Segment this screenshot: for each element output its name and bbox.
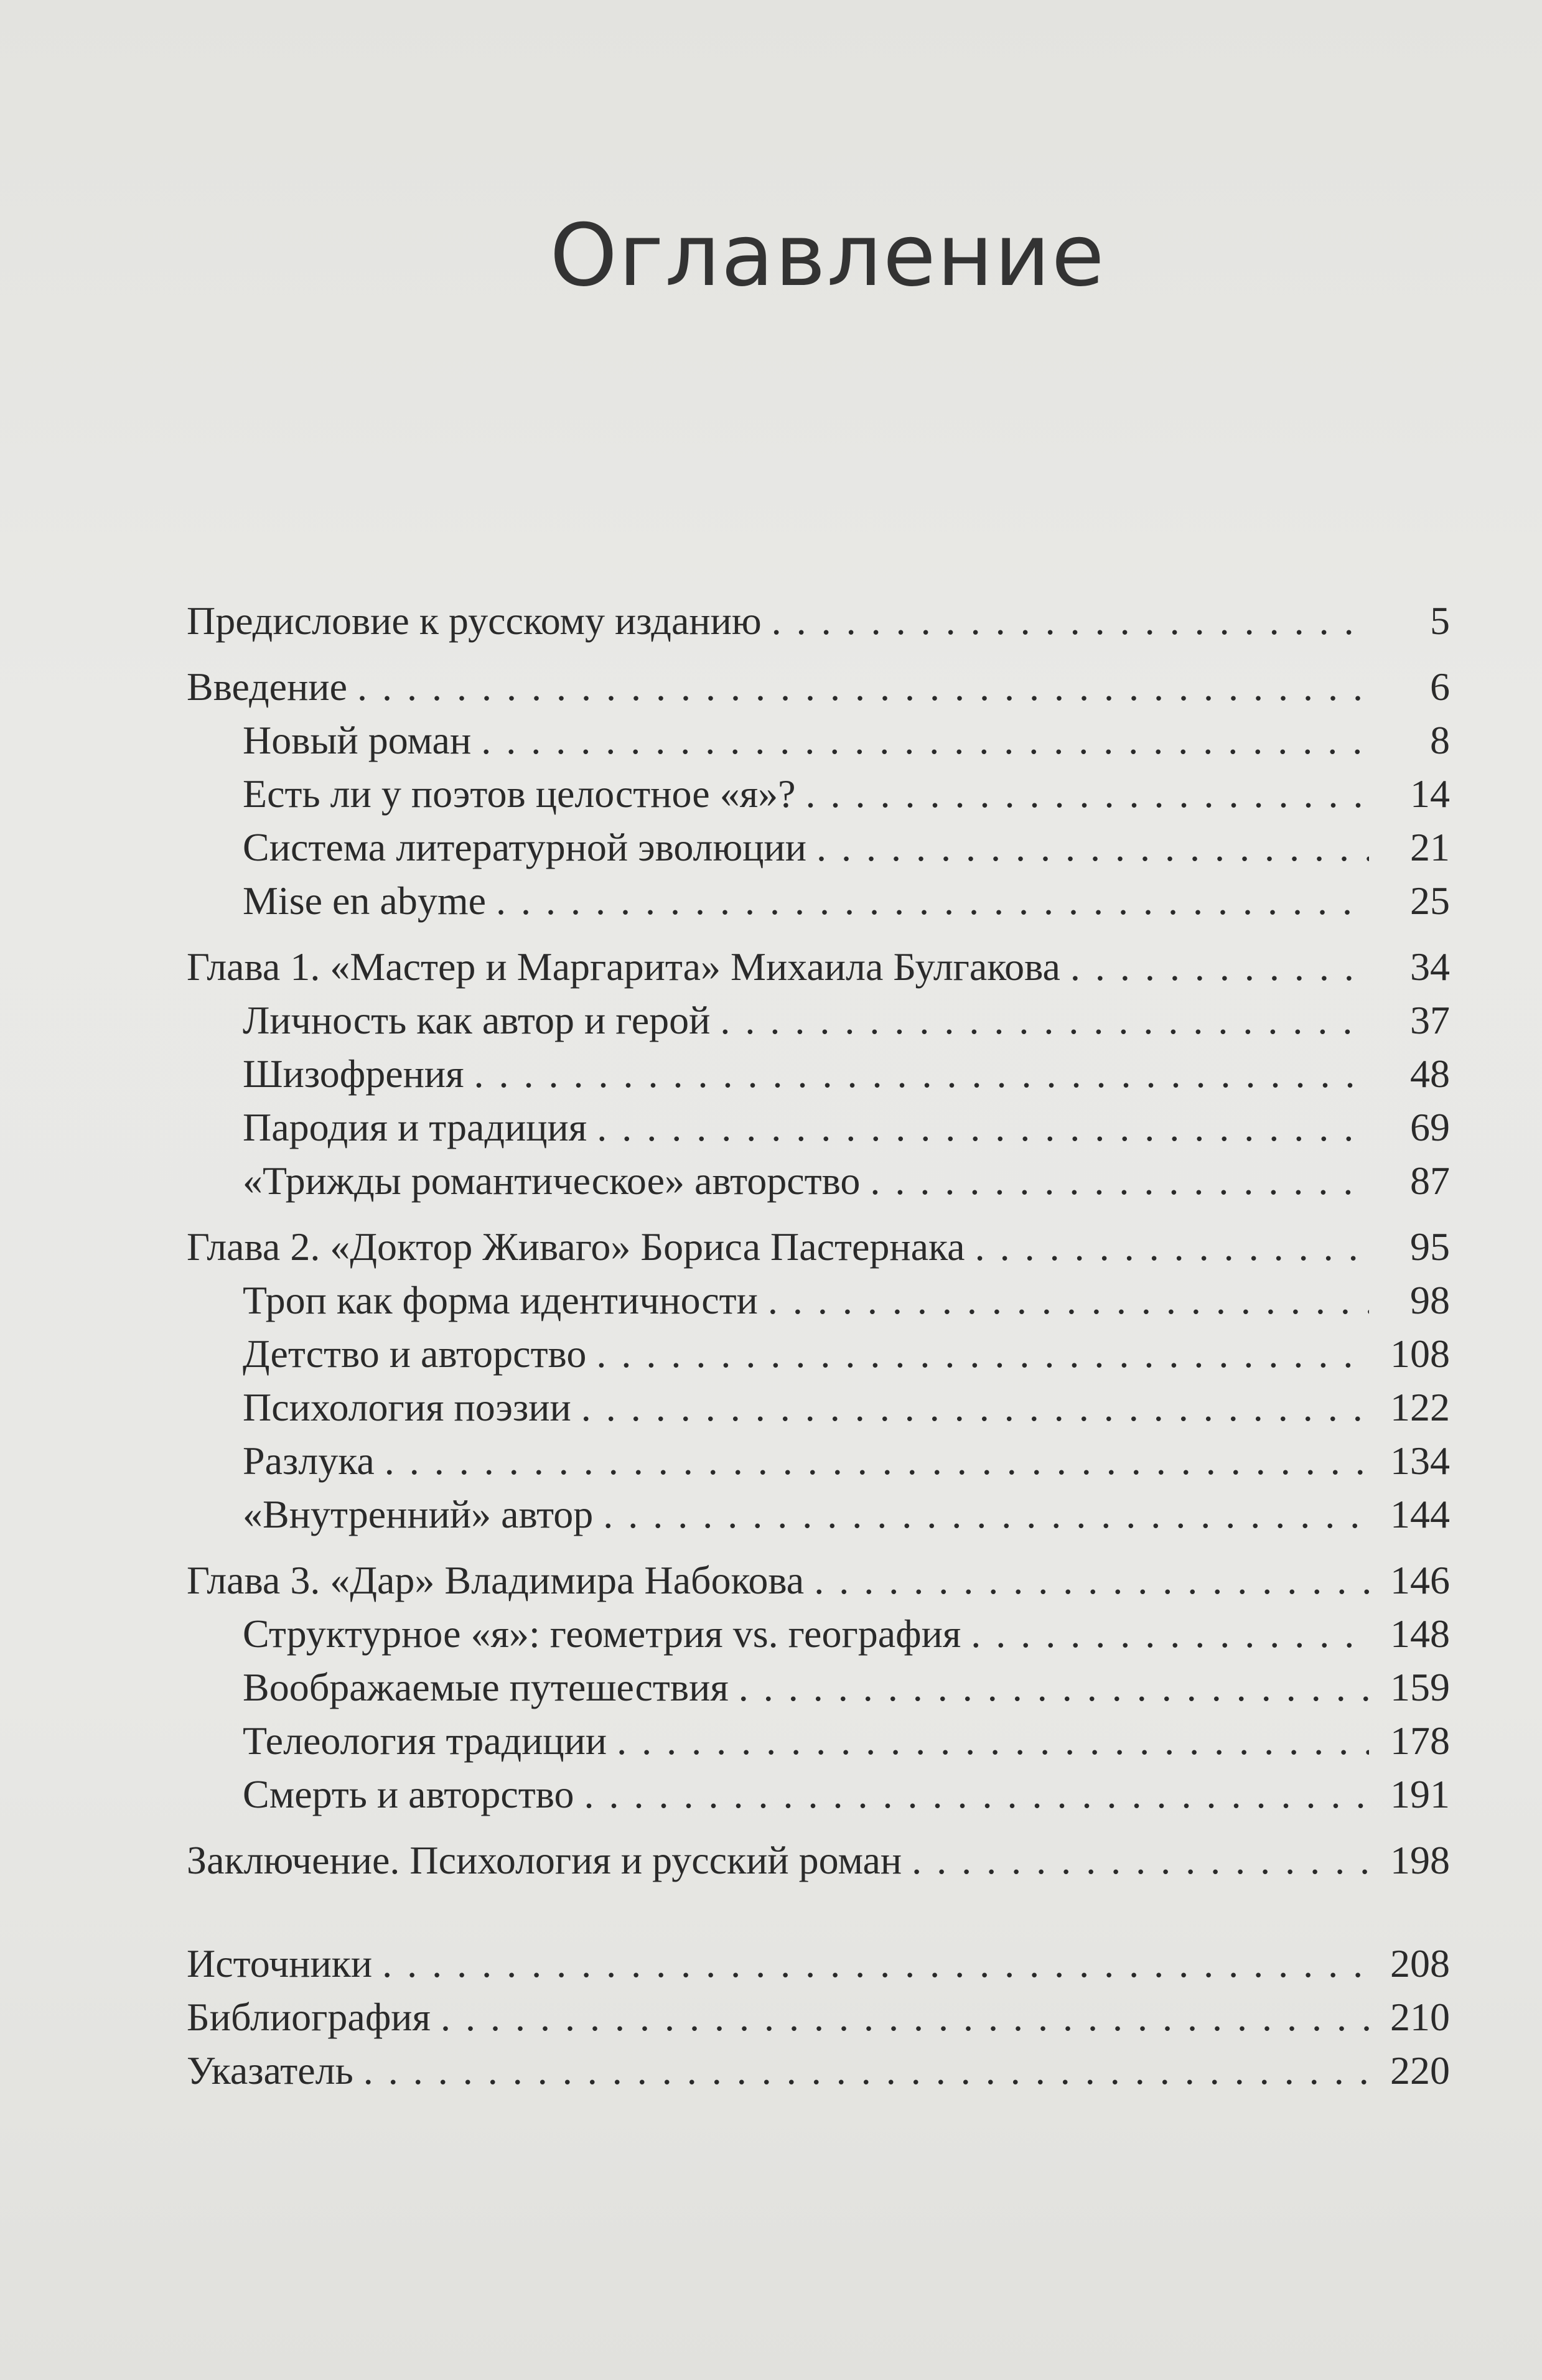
toc-entry-label: Система литературной эволюции [243,825,807,869]
dot-leader [720,994,1369,1047]
table-of-contents [187,594,1450,2098]
toc-page-number: 21 [1410,825,1450,869]
toc-page-number: 108 [1390,1332,1450,1376]
toc-entry-label: Mise en abyme [243,879,486,923]
dot-leader [597,1101,1369,1154]
toc-subentry [187,1661,1450,1714]
toc-entry-chapter-3 [187,1554,1450,1607]
toc-entry-chapter-2 [187,1220,1450,1274]
toc-page-number: 98 [1410,1278,1450,1322]
toc-page-number: 95 [1410,1225,1450,1269]
toc-entry-label: Детство и авторство [243,1332,587,1376]
dot-leader [971,1607,1369,1661]
toc-entry-label: Заключение. Психология и русский роман [187,1838,902,1882]
toc-subentry [187,821,1450,874]
toc-subentry [187,714,1450,767]
page-title: Оглавление [549,205,1106,306]
toc-page-number: 134 [1390,1439,1450,1483]
dot-leader [496,874,1369,928]
toc-entry-label: Телеология традиции [243,1719,607,1763]
dot-leader [584,1768,1369,1821]
toc-page-number: 6 [1430,665,1450,709]
toc-page-number: 208 [1390,1941,1450,1986]
dot-leader [603,1488,1369,1541]
toc-subentry [187,1154,1450,1208]
toc-subentry [187,874,1450,928]
toc-subentry [187,1434,1450,1488]
toc-page-number: 220 [1390,2048,1450,2093]
dot-leader [975,1220,1369,1274]
toc-page-number: 34 [1410,945,1450,989]
toc-page-number: 146 [1390,1558,1450,1602]
toc-subentry [187,1714,1450,1768]
toc-subentry [187,1327,1450,1381]
toc-entry-label: Шизофрения [243,1052,464,1096]
toc-entry-label: Смерть и авторство [243,1772,574,1816]
toc-page-number: 8 [1430,718,1450,762]
dot-leader [768,1274,1369,1327]
toc-subentry [187,1381,1450,1434]
toc-entry-label: «Внутренний» автор [243,1492,594,1536]
dot-leader [581,1381,1369,1434]
toc-page-number: 148 [1390,1612,1450,1656]
dot-leader [474,1047,1369,1101]
toc-page-number: 48 [1410,1052,1450,1096]
toc-subentry [187,1488,1450,1541]
toc-entry-label: Троп как форма идентичности [243,1278,758,1322]
toc-entry-label: «Трижды романтическое» авторство [243,1159,861,1203]
toc-page-number: 159 [1390,1665,1450,1709]
toc-entry-introduction [187,660,1450,714]
toc-entry-chapter-1 [187,940,1450,994]
dot-leader [772,594,1369,648]
dot-leader [357,660,1369,714]
toc-entry-label: Новый роман [243,718,472,762]
toc-entry-label: Глава 2. «Доктор Живаго» Бориса Пастернака [187,1225,965,1269]
toc-page-number: 178 [1390,1719,1450,1763]
toc-entry-label: Структурное «я»: геометрия vs. география [243,1612,961,1656]
dot-leader [870,1154,1369,1208]
toc-entry-label: Разлука [243,1439,375,1483]
toc-page-number: 5 [1430,599,1450,643]
toc-page-number: 198 [1390,1838,1450,1882]
toc-entry-label: Введение [187,665,347,709]
dot-leader [1070,940,1369,994]
toc-entry-preface [187,594,1450,648]
dot-leader [617,1714,1369,1768]
toc-page-number: 210 [1390,1995,1450,2039]
toc-entry-label: Библиография [187,1995,431,2039]
toc-page-number: 37 [1410,998,1450,1042]
toc-entry-label: Психология поэзии [243,1385,571,1429]
dot-leader [481,714,1369,767]
toc-entry-label: Предисловие к русскому изданию [187,599,762,643]
toc-page-number: 25 [1410,879,1450,923]
toc-entry-bibliography [187,1990,1450,2044]
toc-page-number: 122 [1390,1385,1450,1429]
dot-leader [441,1990,1369,2044]
toc-entry-index [187,2044,1450,2098]
toc-entry-label: Пародия и традиция [243,1105,587,1149]
dot-leader [912,1834,1369,1887]
toc-subentry [187,1274,1450,1327]
dot-leader [596,1327,1369,1381]
dot-leader [363,2044,1369,2098]
toc-subentry [187,1768,1450,1821]
toc-entry-conclusion [187,1834,1450,1887]
toc-entry-label: Воображаемые путешествия [243,1665,729,1709]
toc-entry-label: Указатель [187,2048,353,2093]
toc-page-number: 87 [1410,1159,1450,1203]
toc-entry-label: Глава 1. «Мастер и Маргарита» Михаила Булгакова [187,945,1060,989]
toc-entry-label: Есть ли у поэтов целостное «я»? [243,772,796,816]
dot-leader [806,767,1369,821]
toc-subentry [187,1607,1450,1661]
dot-leader [385,1434,1369,1488]
dot-leader [816,821,1369,874]
dot-leader [739,1661,1369,1714]
dot-leader [814,1554,1369,1607]
toc-page-number: 191 [1390,1772,1450,1816]
toc-subentry [187,994,1450,1047]
toc-page-number: 144 [1390,1492,1450,1536]
toc-entry-sources [187,1937,1450,1990]
toc-page-number: 14 [1410,772,1450,816]
toc-entry-label: Глава 3. «Дар» Владимира Набокова [187,1558,805,1602]
toc-entry-label: Источники [187,1941,373,1986]
toc-entry-label: Личность как автор и герой [243,998,711,1042]
toc-subentry [187,1047,1450,1101]
toc-subentry [187,767,1450,821]
dot-leader [382,1937,1369,1990]
toc-subentry [187,1101,1450,1154]
toc-page-number: 69 [1410,1105,1450,1149]
